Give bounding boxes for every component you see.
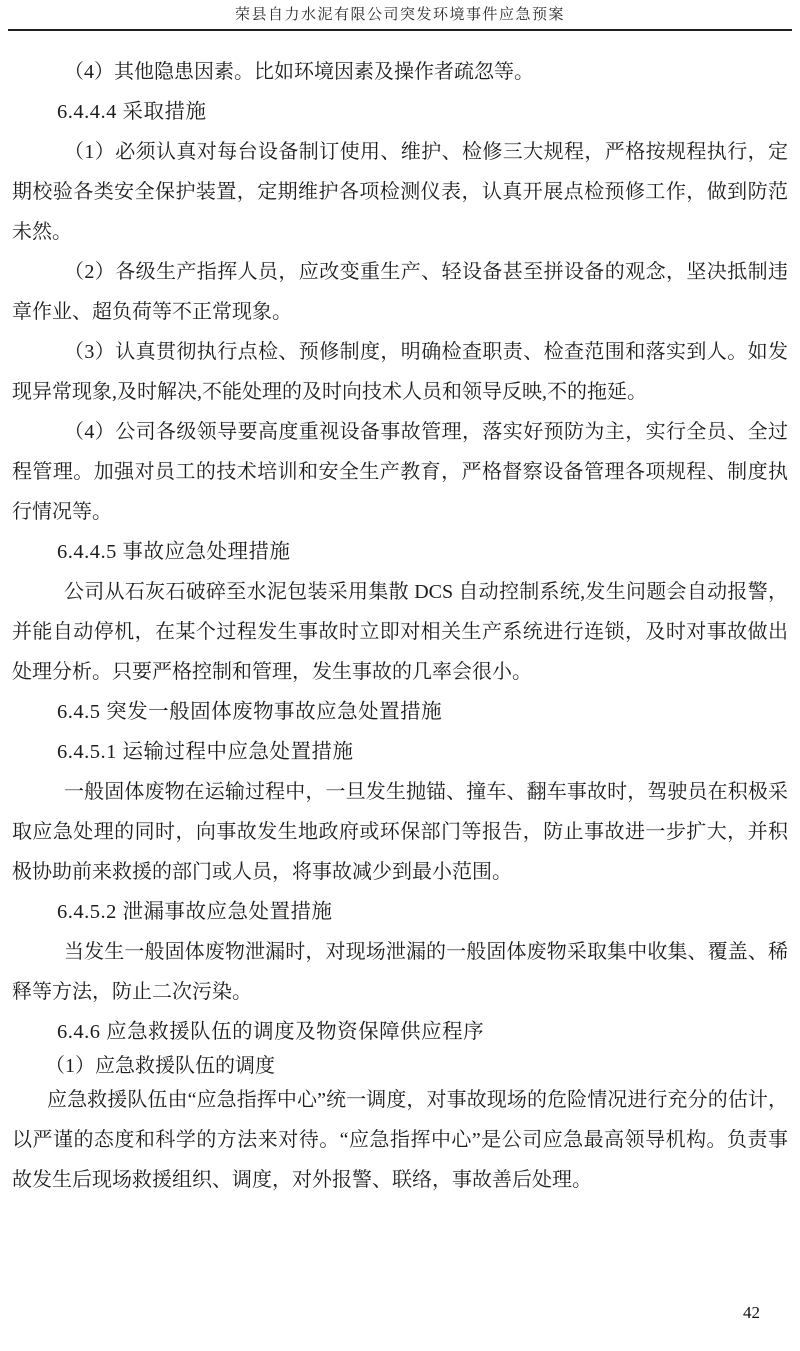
section-heading-6-4-5-2: 6.4.5.2 泄漏事故应急处置措施: [57, 901, 333, 923]
section-heading-6-4-4-4: 6.4.4.4 采取措施: [57, 101, 207, 123]
paragraph-dcs-control-system: 公司从石灰石破碎至水泥包装采用集散 DCS 自动控制系统,发生问题会自动报警，并能自动停机，在某个过程发生事故时立即对相关生产系统进行连锁，及时对事故做出处理分析。只要严格控制和管理，发生事故的几率会很小。: [12, 581, 788, 683]
paragraph-measure-4: （4）公司各级领导要高度重视设备事故管理，落实好预防为主，实行全员、全过程管理。加强对员工的技术培训和安全生产教育，严格督察设备管理各项规程、制度执行情况等。: [12, 421, 788, 523]
paragraph-measure-2: （2）各级生产指挥人员，应改变重生产、轻设备甚至拼设备的观念，坚决抵制违章作业、超负荷等不正常现象。: [12, 261, 788, 323]
subheading-rescue-team-dispatch: （1）应急救援队伍的调度: [45, 1055, 275, 1077]
paragraph-measure-3: （3）认真贯彻执行点检、预修制度，明确检查职责、检查范围和落实到人。如发现异常现象,及时解决,不能处理的及时向技术人员和领导反映,不的拖延。: [12, 341, 788, 403]
document-body: [0, 31, 800, 1200]
section-heading-6-4-5: 6.4.5 突发一般固体废物事故应急处置措施: [57, 701, 443, 723]
page-number: 42: [743, 1303, 760, 1322]
section-heading-6-4-5-1: 6.4.5.1 运输过程中应急处置措施: [57, 741, 354, 763]
document-header-title: 荣县自力水泥有限公司突发环境事件应急预案: [234, 7, 565, 23]
paragraph-other-hazard-factors: （4）其他隐患因素。比如环境因素及操作者疏忽等。: [64, 61, 534, 83]
section-heading-6-4-4-5: 6.4.4.5 事故应急处理措施: [57, 541, 291, 563]
page-header: [0, 0, 800, 31]
paragraph-command-center-dispatch: 应急救援队伍由“应急指挥中心”统一调度，对事故现场的危险情况进行充分的估计，以严谨的态度和科学的方法来对待。“应急指挥中心”是公司应急最高领导机构。负责事故发生后现场救援组织、调度，对外报警、联络，事故善后处理。: [12, 1089, 788, 1191]
paragraph-measure-1: （1）必须认真对每台设备制订使用、维护、检修三大规程，严格按规程执行，定期校验各类安全保护装置，定期维护各项检测仪表，认真开展点检预修工作，做到防范未然。: [12, 141, 788, 243]
paragraph-transport-accident-response: 一般固体废物在运输过程中，一旦发生抛锚、撞车、翻车事故时，驾驶员在积极采取应急处理的同时，向事故发生地政府或环保部门等报告，防止事故进一步扩大，并积极协助前来救援的部门或人员，将事故减少到最小范围。: [12, 781, 788, 883]
section-heading-6-4-6: 6.4.6 应急救援队伍的调度及物资保障供应程序: [57, 1021, 485, 1043]
paragraph-leak-response: 当发生一般固体废物泄漏时，对现场泄漏的一般固体废物采取集中收集、覆盖、稀释等方法，防止二次污染。: [12, 941, 788, 1003]
